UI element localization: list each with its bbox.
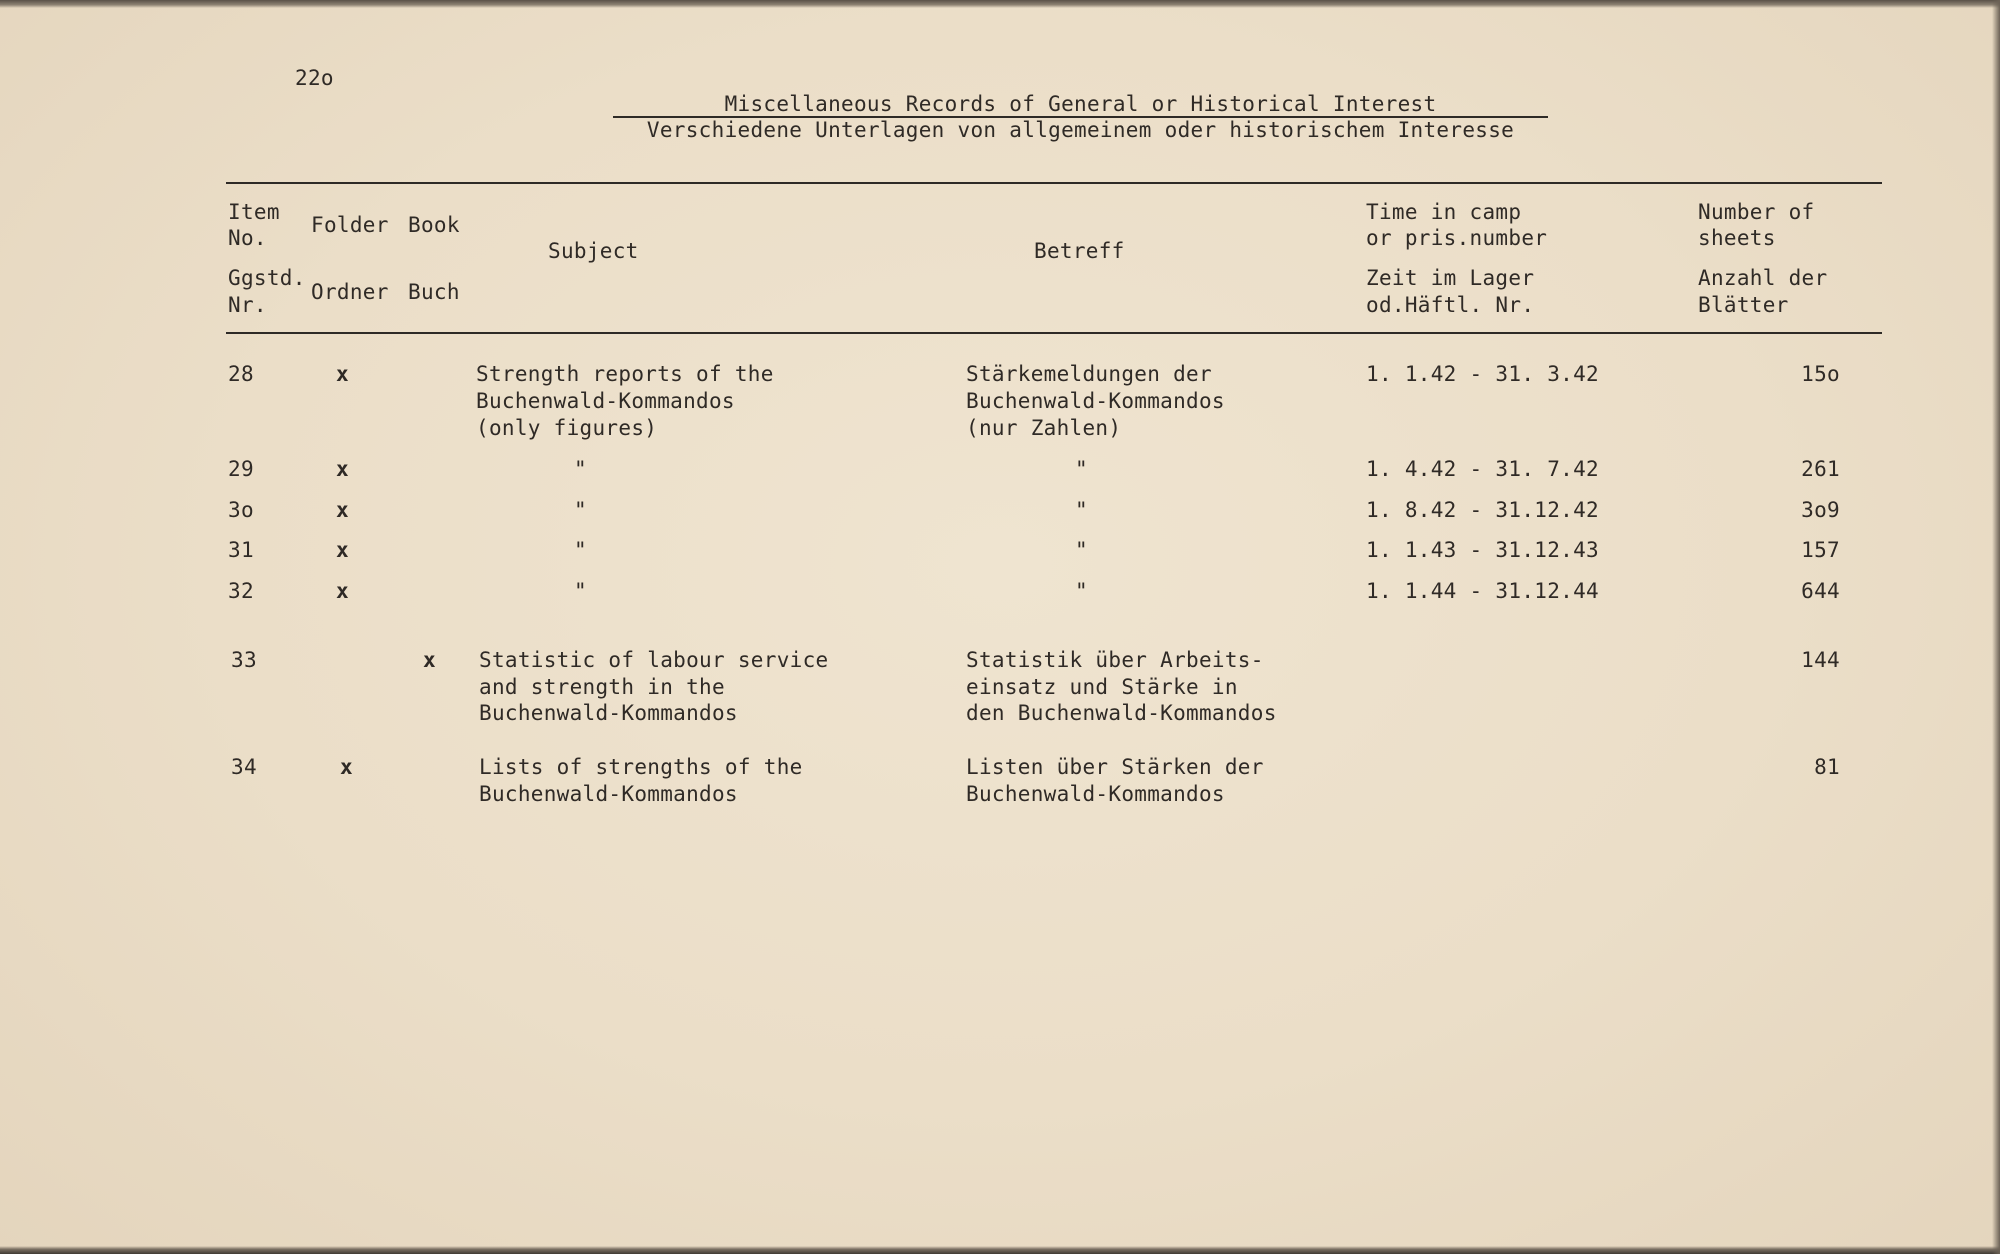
header-item-en-1: Item bbox=[228, 200, 280, 224]
scan-edge-top bbox=[0, 0, 2000, 8]
row-betreff-line: (nur Zahlen) bbox=[966, 416, 1122, 440]
header-sheets-en-2: sheets bbox=[1698, 226, 1776, 250]
header-item-de-2: Nr. bbox=[228, 293, 267, 317]
header-folder-en: Folder bbox=[311, 213, 389, 237]
row-item: 29 bbox=[228, 457, 254, 481]
row-book-mark: x bbox=[423, 648, 436, 672]
row-sheets: 3o9 bbox=[1801, 498, 1840, 522]
header-betreff: Betreff bbox=[1034, 239, 1125, 263]
header-folder-de: Ordner bbox=[311, 280, 389, 304]
row-betreff-ditto: " bbox=[1075, 538, 1088, 562]
header-item-en-2: No. bbox=[228, 226, 267, 250]
row-subject-line: (only figures) bbox=[476, 416, 658, 440]
header-sheets-de-2: Blätter bbox=[1698, 293, 1789, 317]
row-item: 3o bbox=[228, 498, 254, 522]
row-betreff-line: Listen über Stärken der bbox=[966, 755, 1264, 779]
row-sheets: 15o bbox=[1801, 362, 1840, 386]
row-betreff-line: den Buchenwald-Kommandos bbox=[966, 701, 1277, 725]
row-item: 34 bbox=[231, 755, 257, 779]
row-time: 1. 4.42 - 31. 7.42 bbox=[1366, 457, 1599, 481]
scan-edge-bottom bbox=[0, 1246, 2000, 1254]
row-time: 1. 1.43 - 31.12.43 bbox=[1366, 538, 1599, 562]
row-betreff-line: Buchenwald-Kommandos bbox=[966, 389, 1225, 413]
scan-edge-right bbox=[1992, 0, 2000, 1254]
page-number: 22o bbox=[295, 66, 334, 90]
header-time-en-1: Time in camp bbox=[1366, 200, 1522, 224]
row-subject-line: Buchenwald-Kommandos bbox=[476, 389, 735, 413]
header-book-en: Book bbox=[408, 213, 460, 237]
row-betreff-ditto: " bbox=[1075, 457, 1088, 481]
row-betreff-ditto: " bbox=[1075, 498, 1088, 522]
header-item-de-1: Ggstd. bbox=[228, 266, 306, 290]
row-time: 1. 8.42 - 31.12.42 bbox=[1366, 498, 1599, 522]
row-betreff-line: Buchenwald-Kommandos bbox=[966, 782, 1225, 806]
row-sheets: 261 bbox=[1801, 457, 1840, 481]
row-sheets: 644 bbox=[1801, 579, 1840, 603]
row-time: 1. 1.44 - 31.12.44 bbox=[1366, 579, 1599, 603]
row-subject-line: Buchenwald-Kommandos bbox=[479, 701, 738, 725]
row-time: 1. 1.42 - 31. 3.42 bbox=[1366, 362, 1599, 386]
row-subject-line: Statistic of labour service bbox=[479, 648, 829, 672]
row-subject-line: Strength reports of the bbox=[476, 362, 774, 386]
row-subject-ditto: " bbox=[574, 579, 587, 603]
row-folder-mark: x bbox=[336, 362, 349, 386]
row-item: 28 bbox=[228, 362, 254, 386]
row-subject-line: Buchenwald-Kommandos bbox=[479, 782, 738, 806]
row-betreff-line: Stärkemeldungen der bbox=[966, 362, 1212, 386]
row-subject-line: Lists of strengths of the bbox=[479, 755, 803, 779]
row-betreff-line: Statistik über Arbeits- bbox=[966, 648, 1264, 672]
header-time-en-2: or pris.number bbox=[1366, 226, 1548, 250]
header-top-rule bbox=[226, 182, 1882, 184]
row-subject-line: and strength in the bbox=[479, 675, 725, 699]
header-time-de-2: od.Häftl. Nr. bbox=[1366, 293, 1535, 317]
row-betreff-line: einsatz und Stärke in bbox=[966, 675, 1238, 699]
row-folder-mark: x bbox=[336, 579, 349, 603]
header-subject: Subject bbox=[548, 239, 639, 263]
header-bottom-rule bbox=[226, 332, 1882, 334]
row-item: 33 bbox=[231, 648, 257, 672]
title-german: Verschiedene Unterlagen von allgemeinem oder historischem Interesse bbox=[646, 118, 1515, 142]
row-betreff-ditto: " bbox=[1075, 579, 1088, 603]
title-english: Miscellaneous Records of General or Historical Interest bbox=[724, 92, 1437, 116]
row-subject-ditto: " bbox=[574, 538, 587, 562]
header-sheets-en-1: Number of bbox=[1698, 200, 1815, 224]
header-sheets-de-1: Anzahl der bbox=[1698, 266, 1828, 290]
header-time-de-1: Zeit im Lager bbox=[1366, 266, 1535, 290]
row-sheets: 81 bbox=[1814, 755, 1840, 779]
row-sheets: 157 bbox=[1801, 538, 1840, 562]
header-book-de: Buch bbox=[408, 280, 460, 304]
row-folder-mark: x bbox=[336, 498, 349, 522]
row-sheets: 144 bbox=[1801, 648, 1840, 672]
row-item: 31 bbox=[228, 538, 254, 562]
row-folder-mark: x bbox=[340, 755, 353, 779]
row-subject-ditto: " bbox=[574, 457, 587, 481]
row-subject-ditto: " bbox=[574, 498, 587, 522]
row-folder-mark: x bbox=[336, 457, 349, 481]
row-folder-mark: x bbox=[336, 538, 349, 562]
row-item: 32 bbox=[228, 579, 254, 603]
